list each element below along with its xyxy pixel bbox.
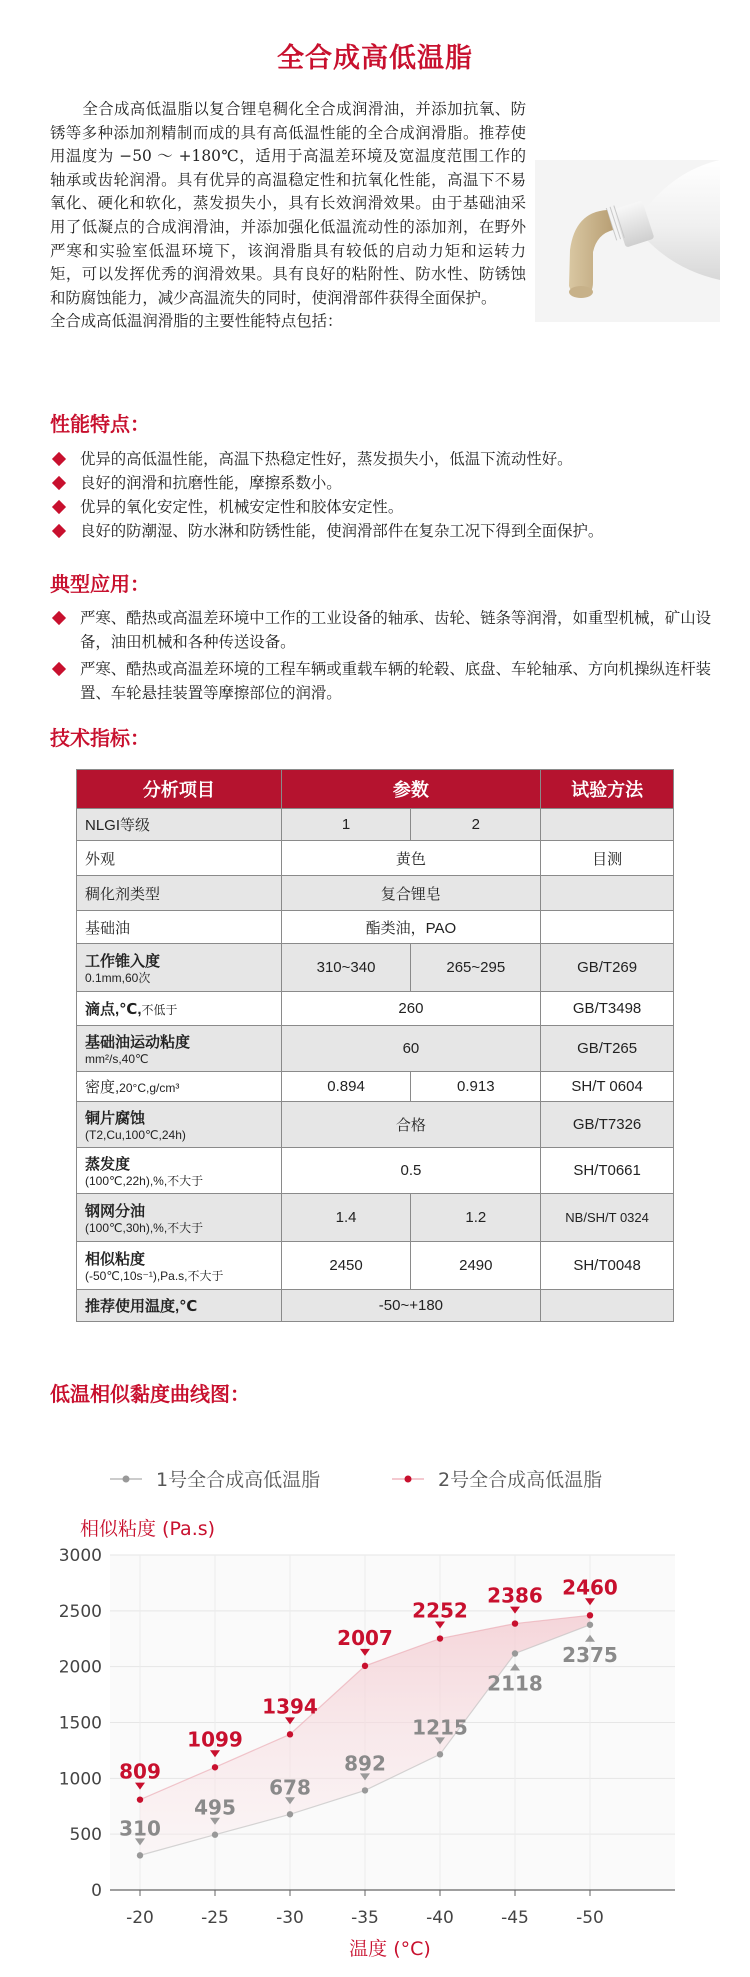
series-1-data-label: 678 (269, 1775, 311, 1800)
table-row: 外观 黄色 目测 (77, 841, 674, 876)
series-2-point (512, 1620, 518, 1626)
series-1-data-label: 310 (119, 1816, 161, 1841)
features-heading: 性能特点： (50, 412, 150, 436)
list-item: 严寒、酷热或高温差环境中工作的工业设备的轴承、齿轮、链条等润滑，如重型机械，矿山设备，油田机械和各种传送设备。 (50, 606, 730, 654)
series-2-point (587, 1612, 593, 1618)
intro-lead: 全合成高低温润滑脂的主要性能特点包括： (50, 312, 343, 331)
chart-heading: 低温相似黏度曲线图： (50, 1382, 250, 1406)
series-1-data-label: 2118 (487, 1671, 543, 1696)
series-2-point (137, 1796, 143, 1802)
specs-heading: 技术指标： (50, 726, 150, 750)
series-1-point (137, 1852, 143, 1858)
grease-tube-image (535, 160, 720, 322)
list-item: 优异的高低温性能，高温下热稳定性好，蒸发损失小，低温下流动性好。 (50, 447, 730, 471)
series-1-point (287, 1811, 293, 1817)
diamond-bullet-icon (52, 611, 66, 625)
table-row: 推荐使用温度,℃ -50~+180 (77, 1290, 674, 1322)
intro-text (50, 98, 526, 334)
applications-list (50, 606, 730, 705)
series-1-point (212, 1832, 218, 1838)
series-1-data-label: 2375 (562, 1642, 618, 1667)
x-tick-label: -50 (576, 1908, 604, 1928)
table-row: 铜片腐蚀 (T2,Cu,100℃,24h) 合格 GB/T7326 (77, 1102, 674, 1148)
x-tick-label: -30 (276, 1908, 304, 1928)
x-axis-ticks (110, 1890, 675, 1928)
table-row: 滴点,℃,不低于 260 GB/T3498 (77, 992, 674, 1026)
y-tick-label: 0 (91, 1881, 102, 1901)
series-2-data-label: 2007 (337, 1625, 393, 1650)
list-item: 优异的氧化安定性，机械安定性和胶体安定性。 (50, 495, 730, 519)
x-tick-label: -40 (426, 1908, 454, 1928)
x-tick-label: -25 (201, 1908, 229, 1928)
diamond-bullet-icon (52, 452, 66, 466)
series-1-data-label: 892 (344, 1751, 386, 1776)
diamond-bullet-icon (52, 524, 66, 538)
series-2-data-label: 1394 (262, 1694, 318, 1719)
y-tick-label: 1000 (58, 1769, 102, 1790)
series-2-point (287, 1731, 293, 1737)
series-2-data-label: 2252 (412, 1598, 468, 1623)
x-axis-label: 温度 (°C) (349, 1938, 431, 1960)
table-row: NLGI等级 1 2 (77, 809, 674, 841)
series-1-point (512, 1650, 518, 1656)
y-axis-ticks (59, 1546, 102, 1901)
list-item: 良好的润滑和抗磨性能，摩擦系数小。 (50, 471, 730, 495)
series-1-point (437, 1751, 443, 1757)
y-tick-label: 3000 (58, 1546, 102, 1566)
y-tick-label: 2000 (58, 1657, 102, 1678)
series-2-data-label: 1099 (187, 1727, 243, 1752)
series-1-data-label: 1215 (412, 1715, 468, 1740)
table-row: 蒸发度 (100℃,22h),%,不大于 0.5 SH/T0661 (77, 1148, 674, 1194)
table-row: 基础油 酯类油，PAO (77, 911, 674, 944)
legend-label-2: 2号全合成高低温脂 (438, 1469, 603, 1491)
table-row: 工作锥入度 0.1mm,60次 310~340 265~295 GB/T269 (77, 944, 674, 992)
diamond-bullet-icon (52, 662, 66, 676)
table-row: 基础油运动粘度 mm²/s,40℃ 60 GB/T265 (77, 1026, 674, 1072)
x-tick-label: -45 (501, 1908, 529, 1928)
series-2-point (437, 1635, 443, 1641)
series-1-point (587, 1622, 593, 1628)
series-2-data-label: 809 (119, 1759, 161, 1784)
series-2-data-label: 2386 (487, 1583, 543, 1608)
x-tick-label: -35 (351, 1908, 379, 1928)
series-2-point (362, 1663, 368, 1669)
y-axis-label: 相似粘度 (Pa.s) (80, 1518, 216, 1540)
table-row: 钢网分油 (100℃,30h),%,不大于 1.4 1.2 NB/SH/T 0324 (77, 1194, 674, 1242)
applications-heading: 典型应用： (50, 572, 150, 596)
legend-marker-2 (405, 1476, 412, 1483)
y-tick-label: 500 (69, 1825, 102, 1846)
list-item: 严寒、酷热或高温差环境的工程车辆或重载车辆的轮毂、底盘、车轮轴承、方向机操纵连杆装置、车轮悬挂装置等摩擦部位的润滑。 (50, 657, 730, 705)
y-tick-label: 1500 (58, 1713, 102, 1734)
viscosity-chart (0, 1420, 750, 1960)
diamond-bullet-icon (52, 476, 66, 490)
header-method: 试验方法 (541, 770, 674, 809)
series-1-data-label: 495 (194, 1795, 236, 1820)
series-2-point (212, 1764, 218, 1770)
table-header-row (77, 770, 674, 809)
intro-paragraph: 全合成高低温脂以复合锂皂稠化全合成润滑油，并添加抗氧、防锈等多种添加剂精制而成的具有高低温性能的全合成润滑脂。推荐使用温度为 −50 ～ +180℃，适用于高温差环境及宽温度范围工作的轴承或齿轮润滑。具有优异的高温稳定性和抗氧化性能，高温下不易氧化、硬化和软化，蒸发损失小，具有长效润滑效果。由于基础油采用了低凝点的合成润滑油，并添加强化低温流动性的添加剂，在野外严寒和实验室低温环境下，该润滑脂具有较低的启动力矩和运转力矩，可以发挥优秀的润滑效果。具有良好的粘附性、防水性、防锈蚀和防腐蚀能力，减少高温流失的同时，使润滑部件获得全面保护。 (50, 100, 526, 307)
legend-marker-1 (123, 1476, 130, 1483)
legend-label-1: 1号全合成高低温脂 (156, 1469, 321, 1491)
x-tick-label: -20 (126, 1908, 154, 1928)
chart-legend (110, 1469, 602, 1491)
y-tick-label: 2500 (58, 1601, 102, 1622)
page-title: 全合成高低温脂 (277, 43, 473, 74)
table-row: 密度,20°C,g/cm³ 0.894 0.913 SH/T 0604 (77, 1072, 674, 1102)
diamond-bullet-icon (52, 500, 66, 514)
list-item: 良好的防潮湿、防水淋和防锈性能，使润滑部件在复杂工况下得到全面保护。 (50, 519, 730, 543)
table-row: 相似粘度 (-50℃,10s⁻¹),Pa.s,不大于 2450 2490 SH/T0048 (77, 1242, 674, 1290)
table-row: 稠化剂类型 复合锂皂 (77, 876, 674, 911)
spec-table (76, 769, 674, 1322)
header-params: 参数 (281, 770, 541, 809)
features-list (50, 447, 730, 543)
header-item: 分析项目 (77, 770, 282, 809)
series-1-point (362, 1787, 368, 1793)
series-2-data-label: 2460 (562, 1575, 618, 1600)
